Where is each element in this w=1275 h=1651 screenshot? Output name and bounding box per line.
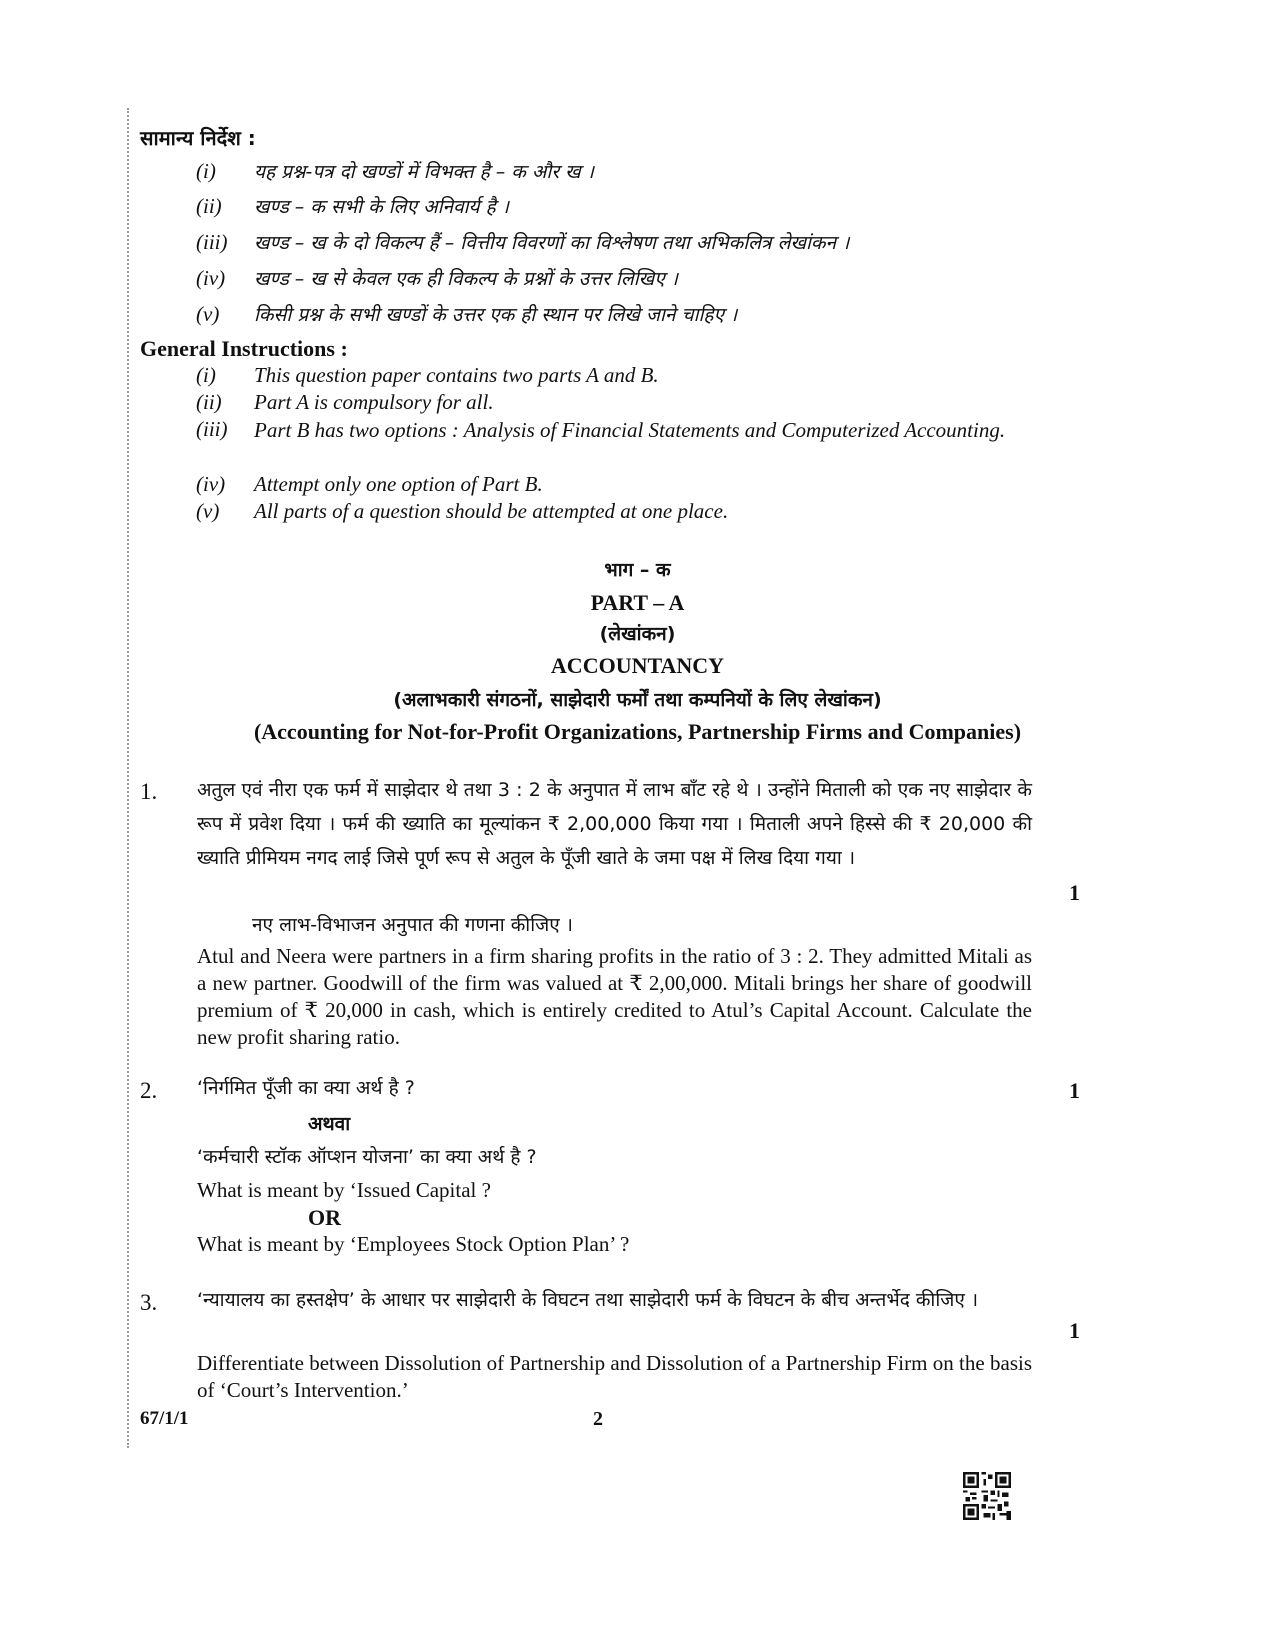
- item-text: किसी प्रश्न के सभी खण्डों के उत्तर एक ही स्थान पर लिखे जाने चाहिए ।: [254, 304, 738, 326]
- q1-marks: 1: [1069, 880, 1080, 905]
- english-instruction-item: [196, 472, 543, 497]
- question-number: 2.: [140, 1078, 158, 1103]
- hindi-instruction-item: [196, 301, 737, 327]
- item-number: (ii): [196, 194, 222, 218]
- item-number: (v): [196, 499, 220, 523]
- q2-or-english: OR: [308, 1205, 341, 1230]
- english-instruction-item: [196, 499, 728, 524]
- hindi-instruction-item: [196, 229, 849, 255]
- question-number: 3.: [140, 1290, 158, 1315]
- part-heading-hindi: भाग – क: [604, 559, 671, 581]
- english-instruction-item: [196, 417, 1076, 444]
- hindi-instruction-item: [196, 158, 594, 184]
- q3-text-hindi: ‘न्यायालय का हस्तक्षेप’ के आधार पर साझेदारी के विघटन तथा साझेदारी फर्म के विघटन के बीच अन्तर्भेद कीजिए ।: [197, 1289, 979, 1311]
- margin-dotted-line: [127, 108, 129, 1448]
- item-number: (iii): [196, 417, 228, 441]
- question-number: 1.: [140, 779, 158, 804]
- subtitle-english: (Accounting for Not-for-Profit Organizations, Partnership Firms and Companies): [253, 719, 1022, 744]
- subject-english: ACCOUNTANCY: [550, 653, 725, 678]
- item-number: (iii): [196, 230, 228, 254]
- q1-text-english: Atul and Neera were partners in a firm sharing profits in the ratio of 3 : 2. They admitted Mitali as a new partner. Goodwill of the firm was valued at ₹ 2,00,000. Mitali brings her share of goodwill premium of ₹ 20,000 in cash, which is entirely credited to Atul’s Capital Account. Calculate the new profit sharing ratio.: [197, 944, 1032, 1049]
- q2-text-english: What is meant by ‘Issued Capital ?: [197, 1178, 491, 1202]
- q2-or-hindi: अथवा: [308, 1113, 351, 1135]
- item-text: खण्ड – क सभी के लिए अनिवार्य है ।: [254, 196, 509, 218]
- item-number: (iv): [196, 266, 226, 290]
- item-text: All parts of a question should be attempted at one place.: [254, 499, 729, 523]
- item-number: (v): [196, 302, 220, 326]
- english-instructions-heading: General Instructions :: [140, 336, 348, 361]
- item-text: खण्ड – ख के दो विकल्प हैं – वित्तीय विवरणों का विश्लेषण तथा अभिकलित्र लेखांकन ।: [254, 232, 850, 254]
- item-number: (i): [196, 159, 216, 183]
- item-text: This question paper contains two parts A and B.: [254, 363, 659, 387]
- q2-text-hindi: ‘निर्गमित पूँजी का क्या अर्थ है ?: [197, 1077, 415, 1099]
- q1-text-hindi: अतुल एवं नीरा एक फर्म में साझेदार थे तथा 3 : 2 के अनुपात में लाभ बाँट रहे थे । उन्होंने मिताली को एक नए साझेदार के रूप में प्रवेश दिया । फर्म की ख्याति का मूल्यांकन ₹ 2,00,000 किया गया । मिताली अपने हिस्से की ₹ 20,000 की ख्याति प्रीमियम नगद लाई जिसे पूर्ण रूप से अतुल के पूँजी खाते के जमा पक्ष में लिख दिया गया ।: [197, 779, 1032, 869]
- qr-code-icon: [963, 1472, 1011, 1520]
- item-text: Part B has two options : Analysis of Financial Statements and Computerized Accounting.: [254, 418, 1006, 442]
- paper-code: 67/1/1: [140, 1408, 189, 1429]
- hindi-instructions-heading: सामान्य निर्देश :: [140, 126, 256, 150]
- english-instruction-item: [196, 363, 659, 388]
- item-number: (i): [196, 363, 216, 387]
- subject-hindi: (लेखांकन): [599, 623, 676, 645]
- item-text: Attempt only one option of Part B.: [254, 472, 543, 496]
- q2-alt-hindi: ‘कर्मचारी स्टॉक ऑप्शन योजना’ का क्या अर्थ है ?: [197, 1146, 537, 1168]
- item-number: (iv): [196, 472, 226, 496]
- item-text: यह प्रश्न-पत्र दो खण्डों में विभक्त है – क और ख ।: [254, 161, 594, 183]
- q1-task-hindi: नए लाभ-विभाजन अनुपात की गणना कीजिए ।: [252, 914, 573, 936]
- item-number: (ii): [196, 390, 222, 414]
- q2-alt-english: What is meant by ‘Employees Stock Option Plan’ ?: [197, 1232, 630, 1256]
- q2-marks: 1: [1069, 1078, 1080, 1103]
- hindi-instruction-item: [196, 193, 509, 219]
- page-number: 2: [593, 1408, 603, 1430]
- q3-text-english: Differentiate between Dissolution of Partnership and Dissolution of a Partnership Firm on the basis of ‘Court’s Intervention.’: [197, 1351, 1032, 1402]
- item-text: Part A is compulsory for all.: [254, 390, 494, 414]
- english-instruction-item: [196, 390, 494, 415]
- hindi-instruction-item: [196, 265, 678, 291]
- q3-marks: 1: [1069, 1318, 1080, 1343]
- subtitle-hindi: (अलाभकारी संगठनों, साझेदारी फर्मों तथा कम्पनियों के लिए लेखांकन): [393, 689, 882, 711]
- part-heading-english: PART – A: [590, 590, 685, 615]
- item-text: खण्ड – ख से केवल एक ही विकल्प के प्रश्नों के उत्तर लिखिए ।: [254, 268, 678, 290]
